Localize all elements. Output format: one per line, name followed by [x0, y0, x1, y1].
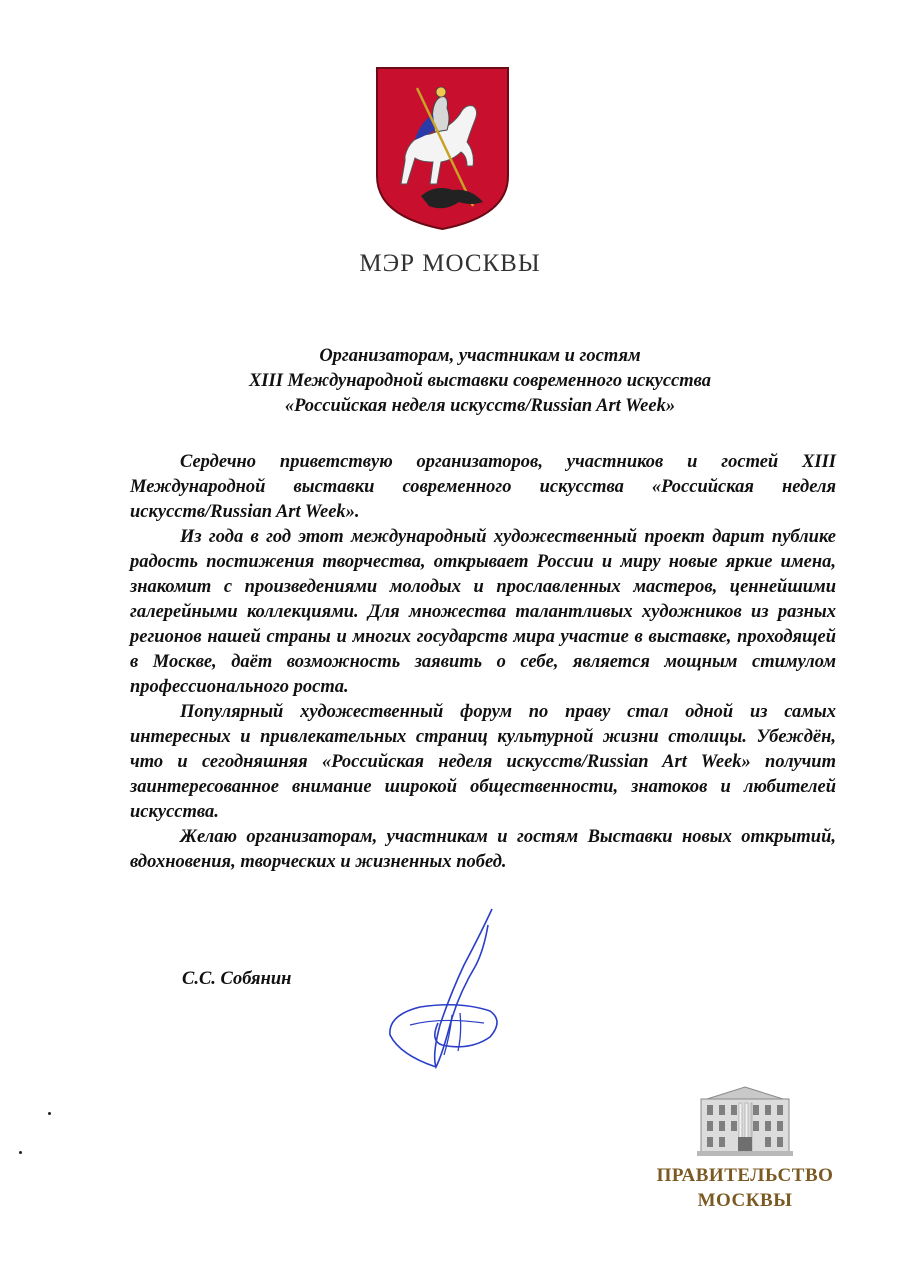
mayor-title: МЭР МОСКВЫ	[359, 250, 541, 277]
letter-heading	[130, 344, 830, 419]
heading-line: Организаторам, участникам и гостям	[319, 346, 641, 366]
body-paragraph: Популярный художественный форум по праву стал одной из самых интересных и привлекательных страниц культурной жизни столицы. Убеждён, что и сегодняшняя «Российская неделя искусств/Russian Art Week» получит заинтересованное внимание широкой общественности, знатоков и любителей искусства.	[130, 702, 836, 822]
heading-line: «Российская неделя искусств/Russian Art Week»	[284, 396, 676, 416]
scan-speck	[19, 1151, 22, 1154]
signer-name: С.С. Собянин	[182, 969, 292, 989]
body-paragraph: Из года в год этот международный художественный проект дарит публике радость постижения творчества, открывает России и миру новые яркие имена, знакомит с произведениями молодых и прославленных мастеров, ценнейшими галерейными коллекциями. Для множества талантливых художников из разных регионов нашей страны и многих государств мира участие в выставке, проходящей в Москве, даёт возможность заявить о себе, является мощным стимулом профессионального роста.	[130, 527, 836, 697]
body-paragraph: Желаю организаторам, участникам и гостям Выставки новых открытий, вдохновения, творческих и жизненных побед.	[130, 827, 836, 872]
scan-speck	[48, 1112, 51, 1115]
letter-body	[130, 450, 836, 875]
heading-line: XIII Международной выставки современного искусства	[248, 371, 712, 391]
government-caption-line: МОСКВЫ	[697, 1190, 793, 1211]
government-caption	[640, 1163, 850, 1213]
body-paragraph: Сердечно приветствую организаторов, участников и гостей XIII Международной выставки современного искусства «Российская неделя искусств/Russian Art Week».	[130, 452, 836, 522]
government-caption-line: ПРАВИТЕЛЬСТВО	[656, 1165, 834, 1186]
signature-icon	[380, 905, 510, 1085]
moscow-coat-of-arms-icon	[375, 66, 510, 231]
government-building-icon	[695, 1085, 795, 1157]
